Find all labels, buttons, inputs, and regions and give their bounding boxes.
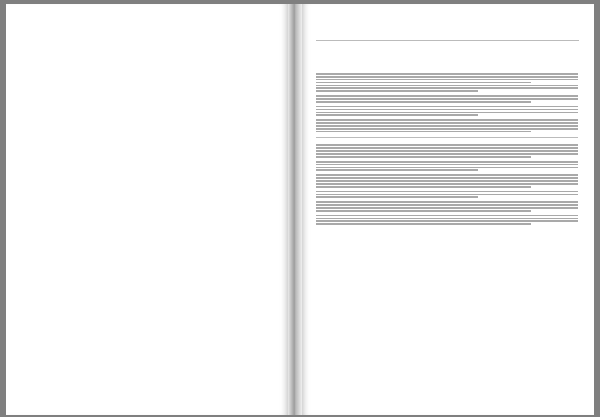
article-body: [316, 144, 578, 211]
article-column: [316, 70, 578, 227]
article-body: [316, 215, 578, 225]
right-page: [302, 4, 594, 415]
section-divider: [316, 40, 579, 41]
book-spine: [288, 4, 302, 415]
regions-heading: [316, 137, 578, 141]
left-page: [6, 4, 288, 415]
article-body: [316, 73, 578, 132]
